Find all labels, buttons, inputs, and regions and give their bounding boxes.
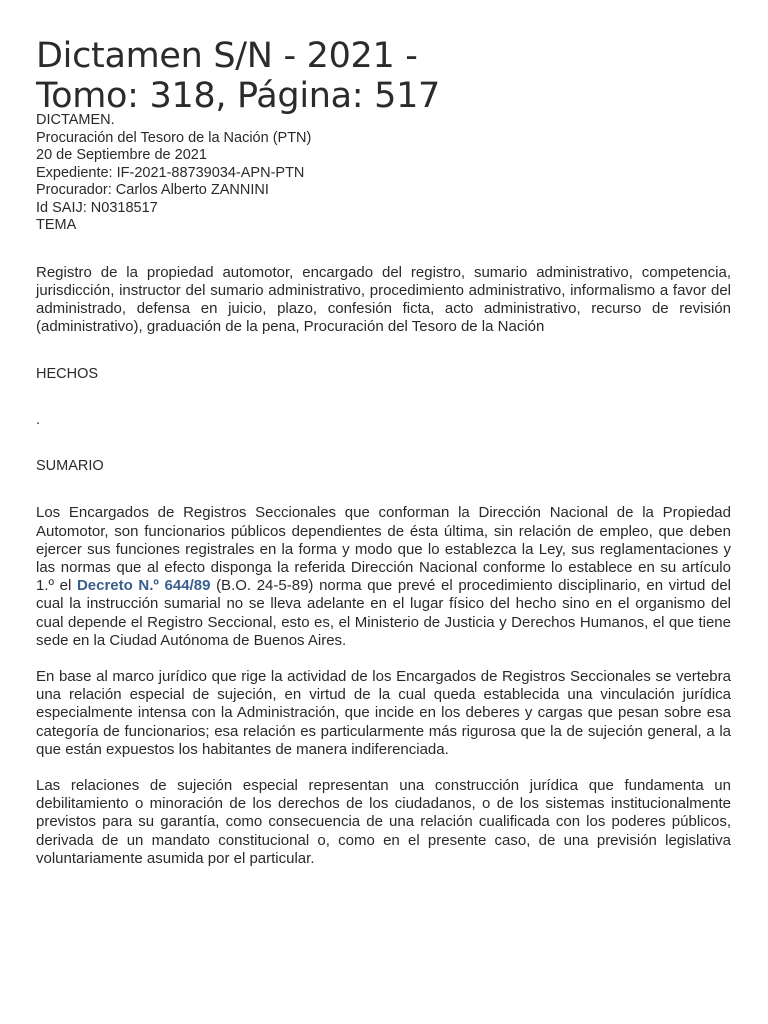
sumario-heading: SUMARIO (36, 458, 104, 475)
document-title (36, 36, 731, 116)
hechos-text: . (36, 412, 41, 429)
meta-organism: Procuración del Tesoro de la Nación (PTN) (36, 129, 312, 146)
sumario-p1-rest: norma que prevé el procedimiento disciplinario, en virtud del cual la instrucción sumarial no se lleva adelante en el lugar físico del hecho sino en el organismo del cual depende el Registro Seccional, esto es, el Ministerio de Justicia y Derechos Humanos, el que tiene sede en la Ciudad Autónoma de Buenos Aires. (36, 577, 732, 649)
sumario-p1-bo-date: 24-5-89) (256, 577, 314, 595)
document-page (36, 0, 731, 868)
meta-saij-id: Id SAIJ: N0318517 (36, 199, 158, 216)
meta-type: DICTAMEN. (36, 112, 115, 128)
meta-tema-heading: TEMA (36, 217, 77, 233)
sumario-p1-bo: (B.O. (216, 577, 252, 595)
meta-expediente: Expediente: IF-2021-88739034-APN-PTN (36, 164, 305, 181)
meta-procurador: Procurador: Carlos Alberto ZANNINI (36, 182, 269, 198)
hechos-heading: HECHOS (36, 366, 99, 383)
meta-date: 20 de Septiembre de 2021 (36, 147, 207, 163)
title-line-2: Tomo: 318, Página: 517 (36, 76, 441, 116)
sumario-p1-text: Los Encargados de Registros Seccionales que conforman la Dirección Nacional de la Propiedad Automotor, son funcionarios públicos dependientes de ésta última, sin relación de empleo, que deben ejercer sus funciones registrales en la forma y modo que lo establezca la Ley, sus reglamentaciones y las normas que al efecto disponga la referida Dirección Nacional conforme lo establece en su artículo 1.º el (36, 504, 731, 595)
title-line-1: Dictamen S/N - 2021 - (36, 36, 418, 76)
decreto-link[interactable]: Decreto N.º 644/89 (76, 577, 211, 595)
tema-paragraph: Registro de la propiedad automotor, encargado del registro, sumario administrativo, competencia, jurisdicción, instructor del sumario administrativo, procedimiento administrativo, informalismo a favor del administrado, defensa en juicio, plazo, confesión ficta, acto administrativo, recurso de revisión (administrativo), graduación de la pena, Procuración del Tesoro de la Nación (36, 263, 731, 336)
sumario-paragraph-2: En base al marco jurídico que rige la actividad de los Encargados de Registros Seccionales se vertebra una relación especial de sujeción, en virtud de la cual queda establecida una vinculación jurídica especialmente intensa con la Administración, que incide en los deberes y cargas que pesan sobre esa categoría de funcionarios; esa relación es particularmente más rigurosa que la de sujeción general, a la que están expuestos los habitantes de manera indiferenciada. (36, 667, 731, 758)
sumario-paragraph-1 (36, 504, 731, 650)
sumario-paragraph-3: Las relaciones de sujeción especial representan una construcción jurídica que fundamenta un debilitamiento o minoración de los derechos de los ciudadanos, o de los sistemas institucionalmente previstos para su garantía, como consecuencia de una relación cualificada con los poderes públicos, derivada de un mandato constitucional o, como en el presente caso, de una previsión legislativa voluntariamente asumida por el particular. (36, 776, 731, 867)
document-metadata (36, 112, 731, 235)
